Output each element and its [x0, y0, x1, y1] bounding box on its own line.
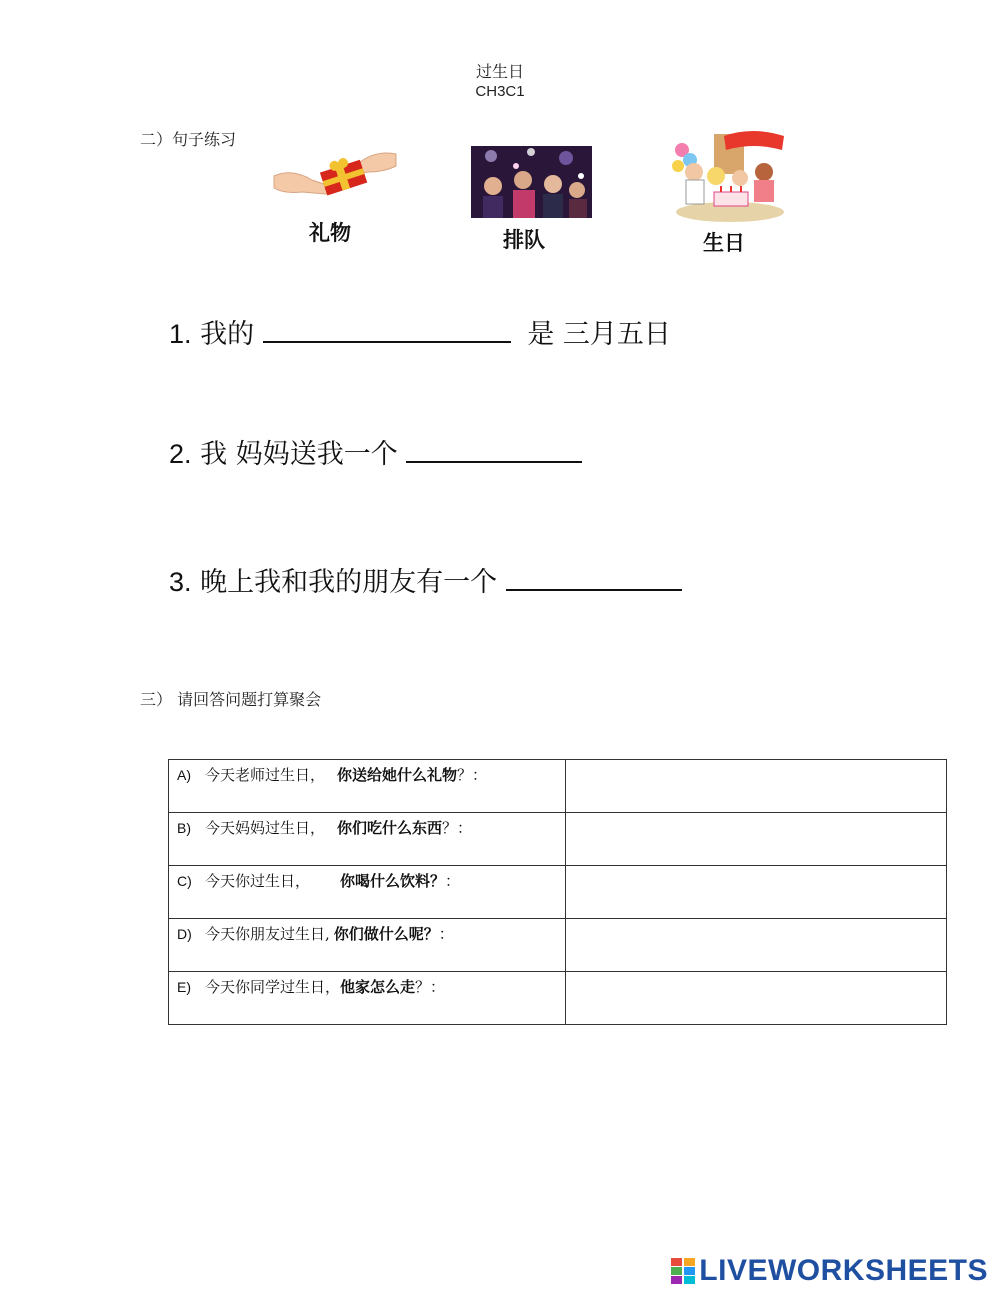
question-table	[168, 759, 947, 1025]
sentence-2-number: 2.	[169, 439, 192, 469]
sentence-3	[169, 560, 682, 599]
question-cell-a	[169, 760, 566, 813]
section-heading-sentence-practice: 二）句子练习	[140, 130, 237, 149]
table-row	[169, 919, 947, 972]
question-prefix: 今天老师过生日，	[205, 766, 326, 784]
question-letter: A)	[177, 767, 191, 783]
question-suffix: ？：	[457, 766, 488, 784]
question-letter: E)	[177, 979, 191, 995]
question-letter: B)	[177, 820, 191, 836]
answer-cell-e[interactable]	[566, 972, 947, 1025]
sentence-3-text-before: 晚上我和我的朋友有一个	[200, 567, 498, 598]
sentence-2-blank[interactable]	[406, 439, 582, 463]
liveworksheets-brand: LIVEWORKSHEETS	[699, 1254, 988, 1287]
question-prefix: 今天妈妈过生日，	[205, 819, 326, 837]
table-row	[169, 760, 947, 813]
question-cell-d	[169, 919, 566, 972]
question-cell-b	[169, 813, 566, 866]
picture-label-gift: 礼物	[309, 221, 351, 245]
sentence-2-text-before: 我 妈妈送我一个	[200, 439, 398, 470]
answer-cell-a[interactable]	[566, 760, 947, 813]
sentence-1-text-before: 我的	[200, 319, 255, 350]
table-row	[169, 972, 947, 1025]
answer-cell-d[interactable]	[566, 919, 947, 972]
sentence-1-text-after: 是 三月五日	[527, 319, 671, 350]
section-heading-answer-questions: 三） 请回答问题打算聚会	[140, 690, 322, 709]
question-prefix: 今天你朋友过生日,	[205, 925, 330, 943]
table-row	[169, 813, 947, 866]
picture-label-birthday: 生日	[703, 231, 745, 255]
question-letter: C)	[177, 873, 192, 889]
question-prefix: 今天你过生日，	[205, 872, 311, 890]
table-row	[169, 866, 947, 919]
sentence-3-blank[interactable]	[506, 567, 682, 591]
question-text: 他家怎么走	[340, 978, 416, 996]
party-crowd-icon	[471, 146, 592, 218]
picture-label-queue: 排队	[503, 228, 545, 252]
answer-cell-c[interactable]	[566, 866, 947, 919]
question-suffix: ？：	[415, 978, 446, 996]
question-cell-c	[169, 866, 566, 919]
worksheet-code: CH3C1	[475, 83, 525, 100]
answer-cell-b[interactable]	[566, 813, 947, 866]
liveworksheets-logo-icon	[671, 1258, 695, 1284]
sentence-2	[169, 432, 582, 471]
gift-icon	[272, 146, 398, 204]
birthday-cake-icon	[672, 128, 787, 224]
question-cell-e	[169, 972, 566, 1025]
sentence-1-blank[interactable]	[263, 319, 511, 343]
question-text: 你喝什么饮料？	[340, 872, 446, 890]
sentence-3-number: 3.	[169, 567, 192, 597]
question-suffix: ？：	[442, 819, 473, 837]
question-text: 你送给她什么礼物	[337, 766, 458, 784]
liveworksheets-logo	[671, 1254, 988, 1288]
page-title: 过生日	[475, 62, 524, 81]
question-text: 你们做什么呢？	[333, 925, 439, 943]
sentence-1-number: 1.	[169, 319, 192, 349]
question-text: 你们吃什么东西	[337, 819, 443, 837]
question-suffix: ：	[445, 872, 461, 890]
sentence-1	[169, 312, 671, 351]
question-suffix: ：	[438, 925, 454, 943]
question-prefix: 今天你同学过生日，	[205, 978, 341, 996]
question-letter: D)	[177, 926, 192, 942]
